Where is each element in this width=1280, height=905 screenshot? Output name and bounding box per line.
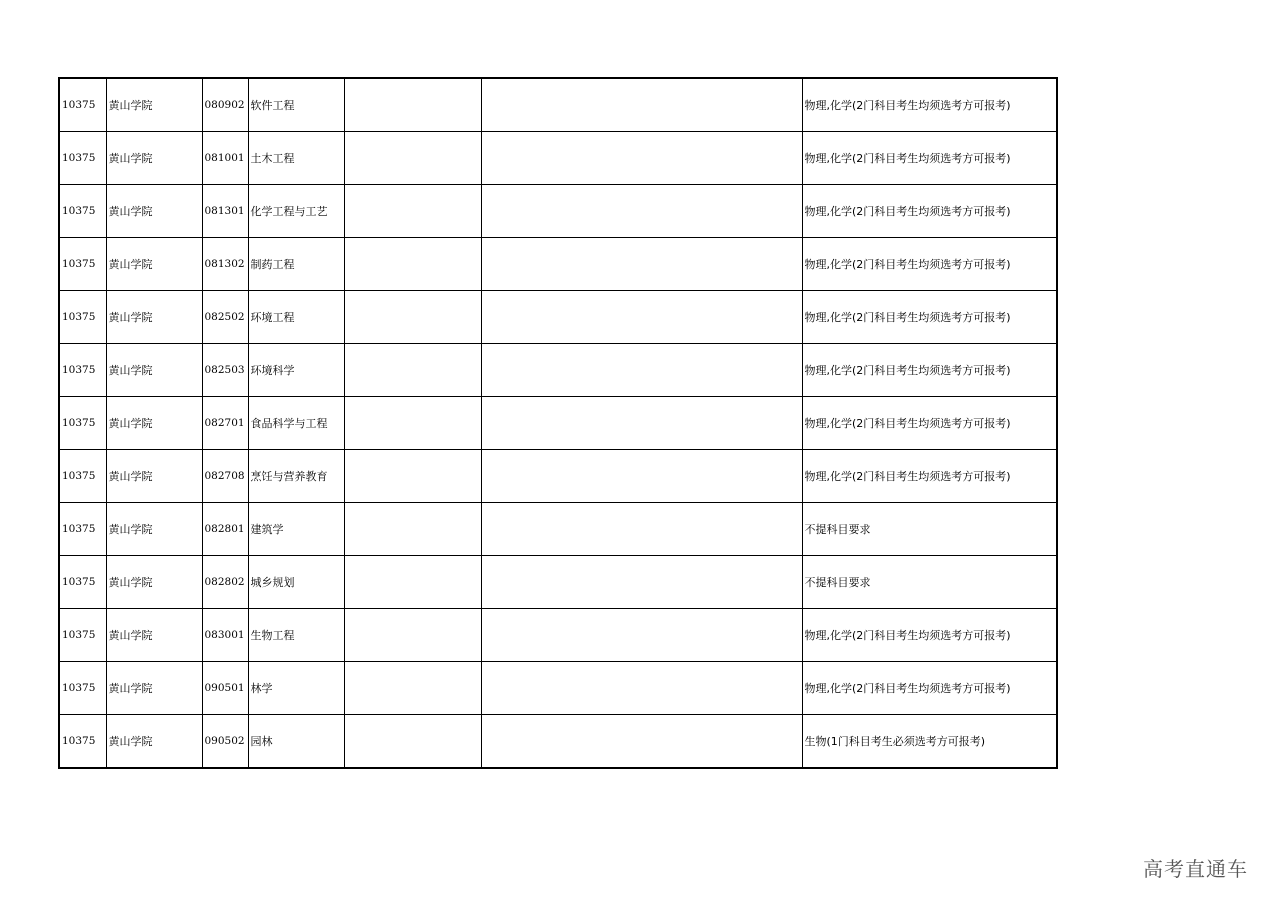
empty-cell [344, 556, 481, 609]
major-code-cell: 082708 [202, 450, 248, 503]
school-name-cell: 黄山学院 [106, 662, 202, 715]
school-name-cell: 黄山学院 [106, 344, 202, 397]
school-code-cell: 10375 [59, 78, 106, 132]
school-name-cell: 黄山学院 [106, 609, 202, 662]
table-row [59, 503, 1057, 556]
major-code-cell: 083001 [202, 609, 248, 662]
school-code-cell: 10375 [59, 450, 106, 503]
table-row [59, 78, 1057, 132]
empty-cell [481, 344, 802, 397]
school-code-cell: 10375 [59, 662, 106, 715]
school-name-cell: 黄山学院 [106, 503, 202, 556]
major-code-cell: 080902 [202, 78, 248, 132]
school-code-cell: 10375 [59, 238, 106, 291]
major-code-cell: 082502 [202, 291, 248, 344]
subject-requirement-cell: 不提科目要求 [802, 556, 1057, 609]
school-code-cell: 10375 [59, 715, 106, 769]
table-row [59, 450, 1057, 503]
school-name-cell: 黄山学院 [106, 450, 202, 503]
subject-requirement-cell: 物理,化学(2门科目考生均须选考方可报考) [802, 132, 1057, 185]
empty-cell [344, 715, 481, 769]
table-row [59, 397, 1057, 450]
empty-cell [481, 609, 802, 662]
empty-cell [344, 503, 481, 556]
major-name-cell: 园林 [248, 715, 344, 769]
empty-cell [344, 450, 481, 503]
empty-cell [481, 397, 802, 450]
school-code-cell: 10375 [59, 344, 106, 397]
admission-requirements-table [58, 77, 1058, 769]
table-row [59, 715, 1057, 769]
school-name-cell: 黄山学院 [106, 291, 202, 344]
subject-requirement-cell: 物理,化学(2门科目考生均须选考方可报考) [802, 185, 1057, 238]
major-name-cell: 土木工程 [248, 132, 344, 185]
empty-cell [344, 291, 481, 344]
major-name-cell: 化学工程与工艺 [248, 185, 344, 238]
empty-cell [344, 132, 481, 185]
major-name-cell: 建筑学 [248, 503, 344, 556]
subject-requirement-cell: 生物(1门科目考生必须选考方可报考) [802, 715, 1057, 769]
school-code-cell: 10375 [59, 132, 106, 185]
empty-cell [344, 609, 481, 662]
watermark-text: 高考直通车 [1143, 857, 1248, 881]
subject-requirement-cell: 物理,化学(2门科目考生均须选考方可报考) [802, 78, 1057, 132]
school-name-cell: 黄山学院 [106, 78, 202, 132]
school-code-cell: 10375 [59, 185, 106, 238]
school-name-cell: 黄山学院 [106, 185, 202, 238]
table-body [59, 78, 1057, 768]
subject-requirement-cell: 物理,化学(2门科目考生均须选考方可报考) [802, 344, 1057, 397]
table-row [59, 132, 1057, 185]
major-code-cell: 082701 [202, 397, 248, 450]
major-name-cell: 环境科学 [248, 344, 344, 397]
table-row [59, 662, 1057, 715]
school-code-cell: 10375 [59, 556, 106, 609]
school-name-cell: 黄山学院 [106, 715, 202, 769]
empty-cell [344, 78, 481, 132]
subject-requirement-cell: 物理,化学(2门科目考生均须选考方可报考) [802, 450, 1057, 503]
school-name-cell: 黄山学院 [106, 556, 202, 609]
table-row [59, 609, 1057, 662]
school-code-cell: 10375 [59, 291, 106, 344]
major-name-cell: 食品科学与工程 [248, 397, 344, 450]
major-code-cell: 090502 [202, 715, 248, 769]
empty-cell [481, 715, 802, 769]
major-code-cell: 082503 [202, 344, 248, 397]
major-name-cell: 城乡规划 [248, 556, 344, 609]
empty-cell [481, 132, 802, 185]
empty-cell [481, 556, 802, 609]
empty-cell [481, 450, 802, 503]
empty-cell [344, 238, 481, 291]
major-name-cell: 烹饪与营养教育 [248, 450, 344, 503]
empty-cell [481, 503, 802, 556]
empty-cell [344, 662, 481, 715]
table-row [59, 185, 1057, 238]
empty-cell [344, 344, 481, 397]
empty-cell [481, 291, 802, 344]
table-row [59, 238, 1057, 291]
subject-requirement-cell: 物理,化学(2门科目考生均须选考方可报考) [802, 397, 1057, 450]
empty-cell [481, 185, 802, 238]
table-row [59, 556, 1057, 609]
subject-requirement-cell: 物理,化学(2门科目考生均须选考方可报考) [802, 291, 1057, 344]
major-code-cell: 082801 [202, 503, 248, 556]
major-code-cell: 082802 [202, 556, 248, 609]
table-row [59, 291, 1057, 344]
school-name-cell: 黄山学院 [106, 397, 202, 450]
major-name-cell: 环境工程 [248, 291, 344, 344]
subject-requirement-cell: 物理,化学(2门科目考生均须选考方可报考) [802, 662, 1057, 715]
table-row [59, 344, 1057, 397]
school-code-cell: 10375 [59, 503, 106, 556]
empty-cell [344, 185, 481, 238]
school-code-cell: 10375 [59, 397, 106, 450]
subject-requirement-cell: 物理,化学(2门科目考生均须选考方可报考) [802, 238, 1057, 291]
empty-cell [481, 78, 802, 132]
major-code-cell: 081001 [202, 132, 248, 185]
school-name-cell: 黄山学院 [106, 238, 202, 291]
school-name-cell: 黄山学院 [106, 132, 202, 185]
empty-cell [481, 238, 802, 291]
empty-cell [481, 662, 802, 715]
empty-cell [344, 397, 481, 450]
major-code-cell: 081301 [202, 185, 248, 238]
major-name-cell: 软件工程 [248, 78, 344, 132]
school-code-cell: 10375 [59, 609, 106, 662]
major-name-cell: 制药工程 [248, 238, 344, 291]
subject-requirement-cell: 不提科目要求 [802, 503, 1057, 556]
major-name-cell: 林学 [248, 662, 344, 715]
subject-requirement-cell: 物理,化学(2门科目考生均须选考方可报考) [802, 609, 1057, 662]
major-name-cell: 生物工程 [248, 609, 344, 662]
major-code-cell: 090501 [202, 662, 248, 715]
major-code-cell: 081302 [202, 238, 248, 291]
